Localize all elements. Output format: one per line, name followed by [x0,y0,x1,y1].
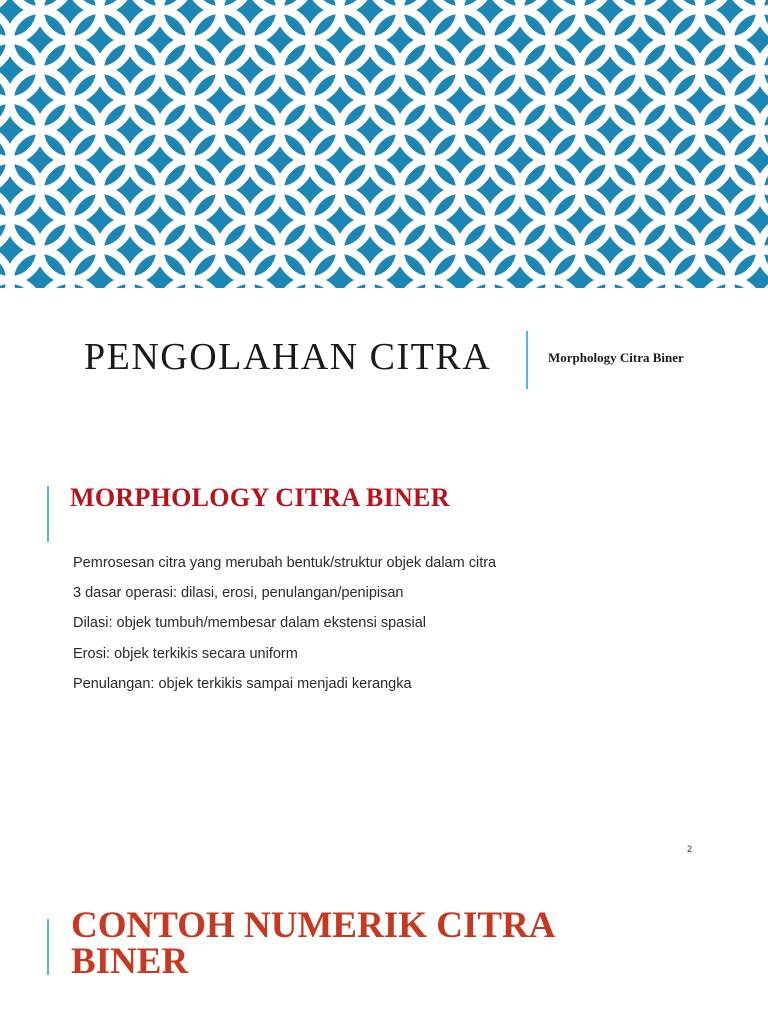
slide-heading: MORPHOLOGY CITRA BINER [70,483,450,512]
title-divider [526,331,528,389]
list-item: 3 dasar operasi: dilasi, erosi, penulangan/penipisan [73,585,404,602]
list-item: Dilasi: objek tumbuh/membesar dalam ekstensi spasial [73,615,426,632]
presentation-subtitle: Morphology Citra Biner [548,350,684,365]
list-item: Pemrosesan citra yang merubah bentuk/struktur objek dalam citra [73,555,497,571]
heading-accent-bar [47,486,49,542]
section-slide [0,868,768,1024]
list-item: Penulangan: objek terkikis sampai menjadi kerangka [73,675,412,692]
bullet-list [73,553,496,704]
page-number: 2 [687,844,693,854]
slide-heading: CONTOH NUMERIK CITRA BINER [71,905,554,982]
heading-accent-bar [47,919,49,975]
title-slide [0,0,768,445]
content-slide [0,445,768,868]
decorative-pattern-banner [0,0,768,288]
presentation-title: PENGOLAHAN CITRA [84,336,492,378]
list-item: Erosi: objek terkikis secara uniform [73,645,298,662]
